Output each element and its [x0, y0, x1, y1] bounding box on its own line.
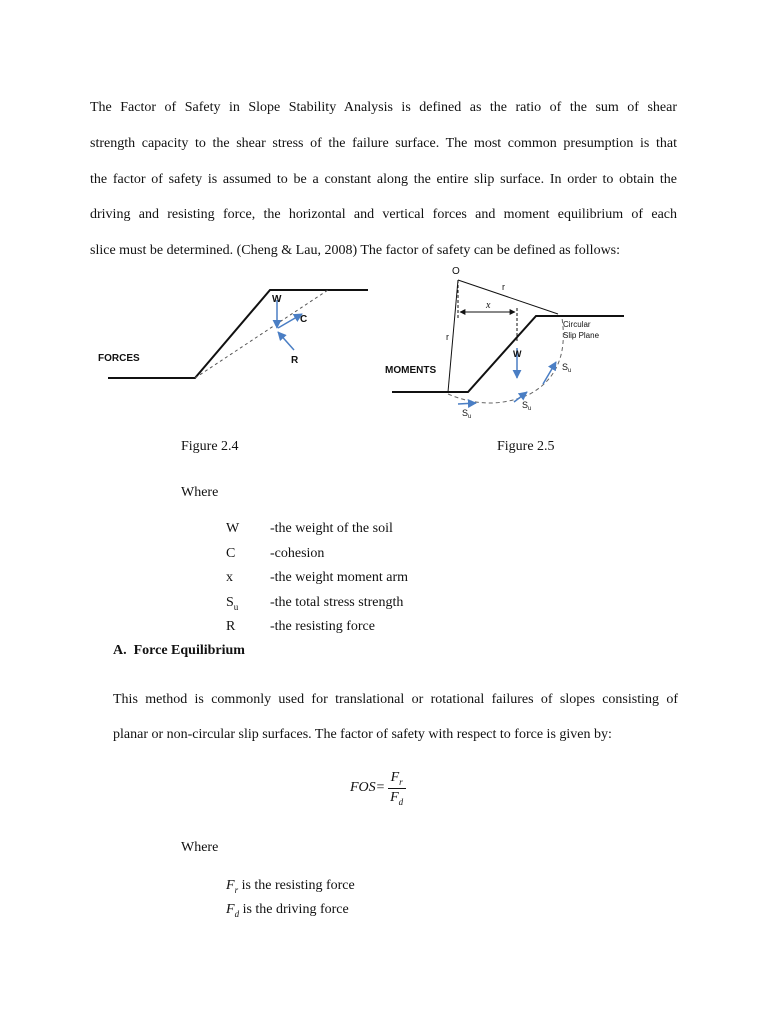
resisting-arrow — [278, 332, 294, 350]
definition-text: -cohesion — [270, 545, 325, 561]
force-equilibrium-paragraph — [113, 682, 678, 753]
slip-plane-label: Slip Plane — [563, 331, 600, 340]
intro-line-5: slice must be determined. (Cheng & Lau, 2008) The factor of safety can be defined as follows: — [90, 243, 621, 259]
force-line-1: This method is commonly used for translational or rotational failures of slopes consisting of — [113, 692, 678, 707]
definition-row — [226, 593, 408, 618]
definition-text: -the weight moment arm — [270, 570, 409, 586]
radius-top — [458, 280, 558, 314]
figure-caption-1: Figure 2.4 — [181, 439, 239, 454]
figure-caption-2: Figure 2.5 — [497, 439, 555, 454]
x-label: x — [486, 300, 491, 311]
r-top-label: r — [502, 282, 505, 292]
where-label-2: Where — [181, 840, 219, 855]
formula-numerator: $F_r$ — [388, 770, 406, 789]
formula-fraction — [387, 770, 406, 807]
force-definition-row: $F_d$ is the driving force — [226, 902, 349, 920]
symbol-definitions — [226, 519, 408, 642]
intro-line-3: the factor of safety is assumed to be a constant along the entire slip surface. In order to obtain the — [90, 171, 677, 187]
c-label: C — [300, 314, 308, 325]
slip-circle — [448, 318, 563, 403]
moments-figure — [380, 262, 650, 424]
force-definition-row: $F_r$ is the resisting force — [226, 878, 355, 895]
w-label: W — [513, 349, 522, 359]
slope-profile — [108, 290, 368, 378]
intro-line-1: The Factor of Safety in Slope Stability Analysis is defined as the ratio of the sum of shear — [90, 100, 677, 115]
r-label: R — [291, 355, 299, 366]
intro-line-2: strength capacity to the shear stress of the failure surface. The most common presumption is that — [90, 135, 677, 151]
definition-symbol: C — [226, 545, 236, 561]
definition-row — [226, 519, 408, 544]
r-side-label: r — [446, 332, 449, 342]
force-line-2: planar or non-circular slip surfaces. The factor of safety with respect to force is given by: — [113, 727, 612, 743]
force-definitions — [226, 876, 355, 925]
formula-denominator: $F_d$ — [390, 789, 404, 807]
o-label: O — [452, 266, 460, 277]
su-label-mid: $S_u$ — [522, 400, 532, 412]
intro-paragraph — [90, 90, 677, 269]
definition-symbol: W — [226, 521, 240, 536]
su-label-bottom: $S_u$ — [462, 408, 472, 420]
su-label-right: $S_u$ — [562, 362, 572, 374]
section-heading: A. Force Equilibrium — [113, 643, 245, 658]
forces-label: FORCES — [98, 353, 140, 364]
su-arrow-bottom — [458, 403, 476, 404]
circular-label: Circular — [563, 320, 591, 329]
definition-row — [226, 544, 408, 569]
definition-symbol: x — [226, 570, 233, 586]
definition-symbol: $S_u$ — [226, 594, 239, 612]
formula-lhs: FOS= — [350, 780, 386, 796]
intro-line-4: driving and resisting force, the horizontal and vertical forces and moment equilibrium of each — [90, 207, 677, 223]
moments-label: MOMENTS — [385, 365, 437, 376]
where-label: Where — [181, 485, 219, 500]
radius-side — [448, 280, 458, 392]
definition-text: -the resisting force — [270, 619, 375, 635]
definition-text: -the weight of the soil — [270, 521, 393, 536]
fos-formula — [350, 770, 406, 807]
definition-symbol: R — [226, 619, 236, 635]
w-label: W — [272, 294, 282, 305]
su-arrow-right — [543, 362, 556, 384]
forces-figure — [90, 282, 380, 387]
definition-row — [226, 568, 408, 593]
definition-text: -the total stress strength — [270, 594, 404, 610]
definition-row — [226, 617, 408, 642]
failure-plane — [195, 290, 328, 378]
